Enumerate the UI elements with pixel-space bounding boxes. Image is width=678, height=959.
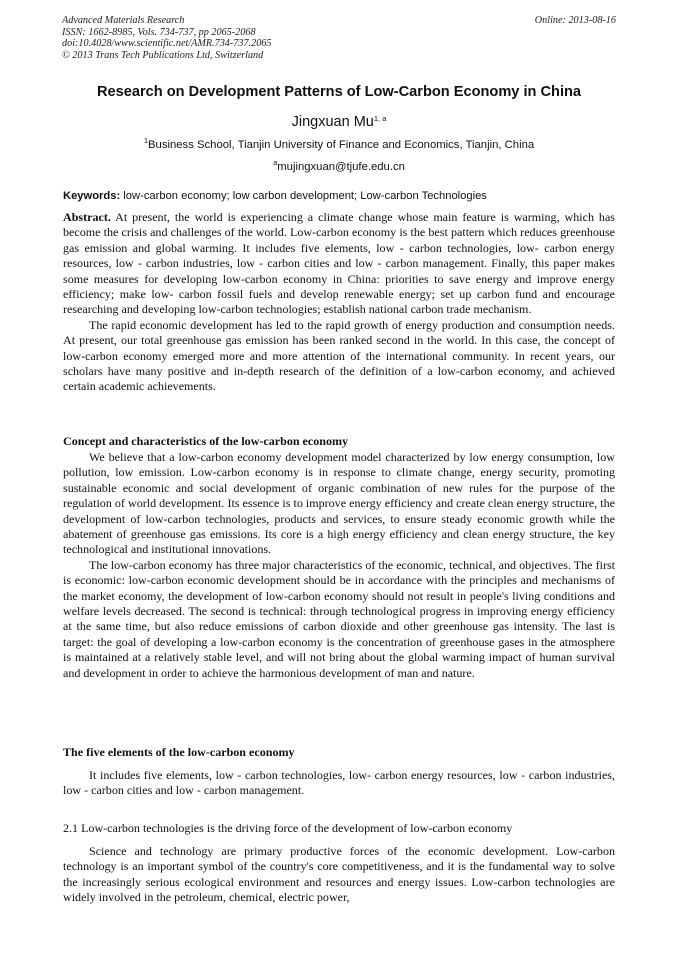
- abstract-block: [63, 210, 615, 395]
- abstract-text: At present, the world is experiencing a climate change whose main feature is warming, which has become the crisis and challenges of the world. Low-carbon economy is the best pattern which reduces greenhouse gas emission and global warming. It includes five elements, low - carbon technologies, low- carbon energy resources, low - carbon industries, low - carbon cities and low - carbon management. Finally, this paper makes some measures for developing low-carbon economy in China: priorities to save energy and improve energy efficiency; make low- carbon fossil fuels and develop renewable energy; set up carbon fund and encourage researching and developing low-carbon technologies; establish national carbon trade mechanism.: [63, 210, 615, 317]
- doi-line: doi:10.4028/www.scientific.net/AMR.734-737.2065: [62, 38, 272, 49]
- abstract-label: Abstract.: [63, 210, 111, 224]
- section-heading-concept: Concept and characteristics of the low-carbon economy: [63, 434, 349, 448]
- subsection-heading-2-1: 2.1 Low-carbon technologies is the driving force of the development of low-carbon economy: [63, 821, 513, 835]
- subsection-2-1-paragraph: Science and technology are primary productive forces of the economic development. Low-carbon technology is an important symbol of the country's core competitiveness, and it is the fundamental way to solve the increasingly serious ecological environment and resources and energy issues. Low-carbon technologies are widely involved in the petroleum, chemical, electric power,: [63, 844, 615, 905]
- issn-line: ISSN: 1662-8985, Vols. 734-737, pp 2065-2068: [62, 26, 256, 38]
- section-concept-body: [63, 450, 615, 681]
- affiliation-line: [40, 138, 638, 152]
- keywords-text: low-carbon economy; low carbon development; Low-carbon Technologies: [120, 190, 487, 202]
- concept-paragraph-1: We believe that a low-carbon economy development model characterized by low energy consumption, low pollution, low emission. Low-carbon economy is in response to climate change, energy security, promoting sustainable economic and social development of organic combination of new rules for the purpose of the regulation of world development. Its essence is to improve energy efficiency and create clean energy structure, the development of low-carbon technologies, products and services, to ensure steady economic growth while the abatement of greenhouse gas emissions. Its core is a high energy efficiency and clean energy structure, the key technological and institutional innovations.: [63, 450, 615, 557]
- five-elements-paragraph: It includes five elements, low - carbon technologies, low- carbon energy resources, low - carbon industries, low - carbon cities and low - carbon management.: [63, 768, 615, 798]
- concept-paragraph-2: The low-carbon economy has three major characteristics of the economic, technical, and objectives. The first is economic: low-carbon economic development should be in accordance with the principles and mechanisms of the market economy, the development of low-carbon economy should not result in people's living conditions and welfare levels decreased. The second is technical: through technological progress in improving energy efficiency at the same time, but also reduce emissions of carbon dioxide and other greenhouse gas intensity. The last is target: the goal of developing a low-carbon economy is the concentration of greenhouse gases in the atmosphere is maintained at a relatively stable level, and will not bring about the global warming impact of human survival and development in order to achieve the harmonious development of man and nature.: [63, 557, 615, 680]
- affiliation: Business School, Tianjin University of Finance and Economics, Tianjin, China: [148, 139, 535, 151]
- keywords-label: Keywords:: [63, 190, 121, 202]
- email-superscript: a: [273, 158, 278, 167]
- paper-title: Research on Development Patterns of Low-Carbon Economy in China: [96, 84, 582, 100]
- author-email: mujingxuan@tjufe.edu.cn: [277, 161, 405, 173]
- keywords-line: [63, 189, 487, 203]
- author-name: Jingxuan Mu: [291, 114, 374, 130]
- intro-paragraph: The rapid economic development has led to the rapid growth of energy production and consumption needs. At present, our total greenhouse gas emission has been ranked second in the world. In this case, the concept of low-carbon economy emerged more and more attention of the international community. In recent years, our scholars have many positive and in-depth research of the definition of a low-carbon economy, and achieved certain academic achievements.: [63, 317, 615, 394]
- five-elements-body: [63, 768, 615, 799]
- journal-name: Advanced Materials Research: [62, 15, 185, 26]
- affiliation-superscript: 1: [143, 136, 148, 145]
- online-date: Online: 2013-08-16: [534, 15, 616, 26]
- author-line: [40, 113, 638, 131]
- subsection-2-1-body: [63, 844, 615, 906]
- author-superscript: 1, a: [373, 114, 387, 123]
- email-line: [40, 160, 638, 174]
- section-heading-five-elements: The five elements of the low-carbon economy: [63, 745, 295, 759]
- abstract-paragraph: [63, 210, 615, 318]
- journal-header: [62, 15, 271, 61]
- copyright-line: © 2013 Trans Tech Publications Ltd, Switzerland: [62, 49, 264, 61]
